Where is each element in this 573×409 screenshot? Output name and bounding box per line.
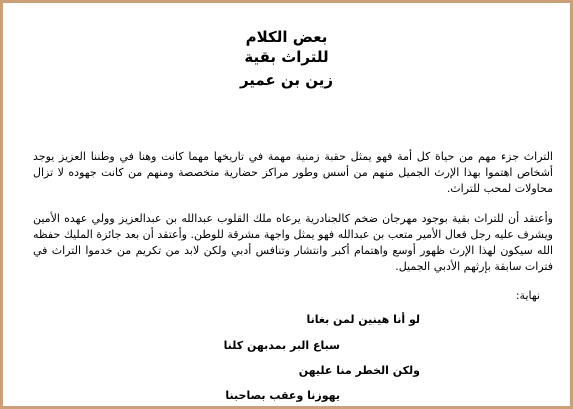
verse-line-1: لو أنا هينين لمن بغانا (306, 313, 420, 326)
closing-label: نهاية: (515, 289, 540, 302)
author-name: زين بن عمير (239, 71, 334, 89)
paragraph-2: وأعتقد أن للتراث بقية بوجود مهرجان ضخم كالجنادرية يرعاه ملك القلوب عبدالله بن عبدالعزيز وولي عهده الأمين ويشرف عليه رجل فعال الأمير متعب بن عبدالله فهو يمثل واجهة مشرقة للوطن. وأعتقد أن بعد جائزة المليك حفظه الله سيكون لهذا الإرث ظهور أوسع واهتمام أكبر وانتشار وتنافس أدبي ولكن لابد من تكريم من خدموا التراث في فترات سابقة بإرثهم الأدبي الجميل. (33, 212, 553, 273)
verse-line-3: ولكن الخطر منا عليهن (298, 364, 420, 377)
verse-line-2: سباع البر بمدبهن كلنا (223, 339, 340, 352)
title-line-1: بعض الكلام (245, 28, 328, 46)
title-line-2: للتراث بقية (244, 48, 329, 66)
paragraph-1: التراث جزء مهم من حياة كل أمة فهو يمثل حقبة زمنية مهمة في تاريخها مهما كانت وهنا في وطننا العزيز يوجد أشخاص اهتموا بهذا الإرث الجميل منهم من أسس وطور مراكز حضارية متخصصة ومنهم من كانت جهوده لا تزال محاولات لمحب للتراث. (33, 150, 553, 195)
verse-line-4: يهوزنا وعقب بصاحبنا (225, 389, 340, 402)
